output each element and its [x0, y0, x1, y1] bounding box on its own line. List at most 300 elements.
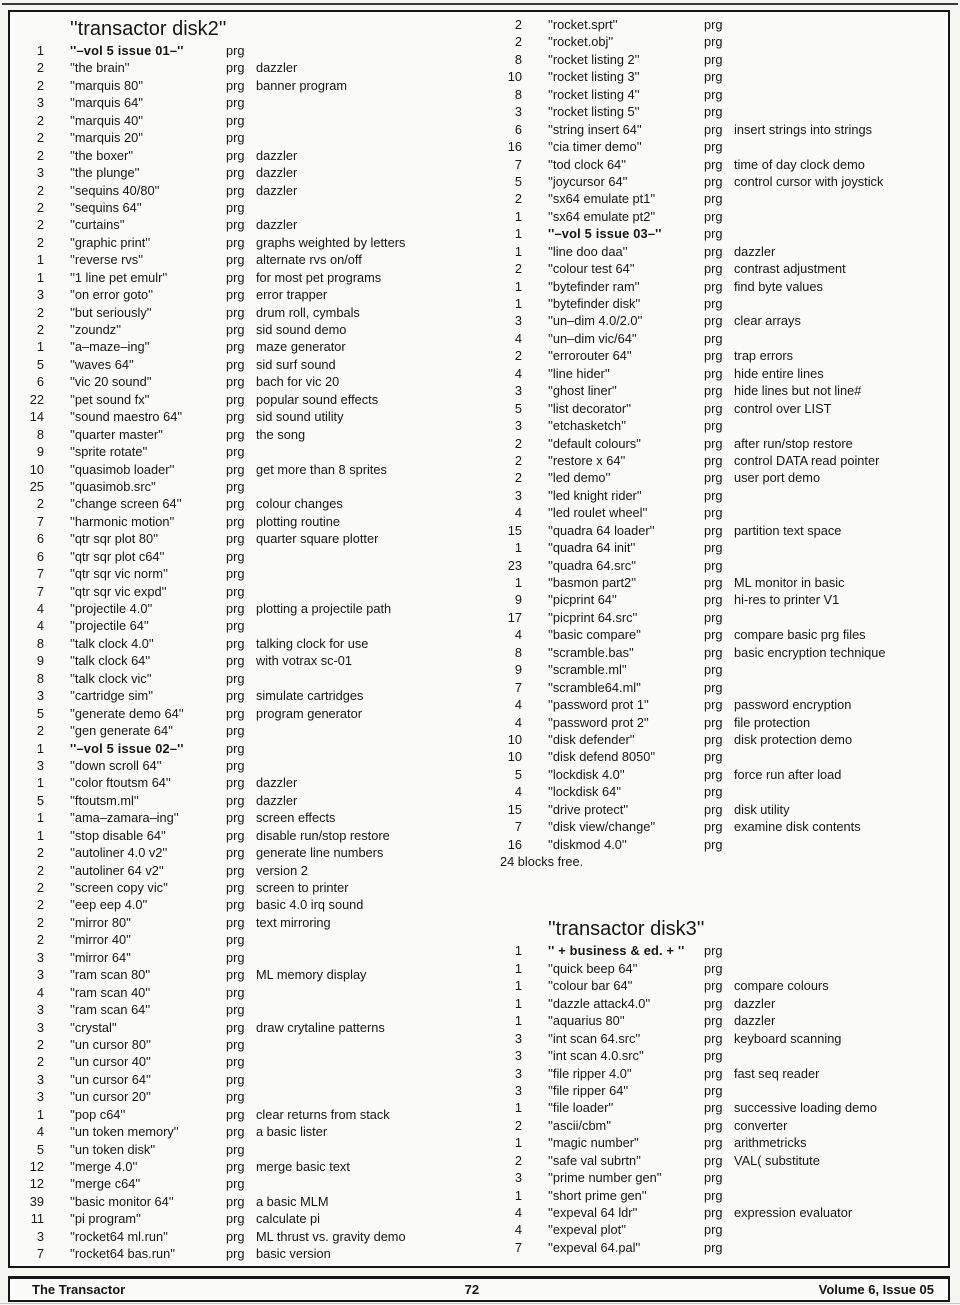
directory-row	[22, 1106, 492, 1123]
file-description: dazzler	[734, 1013, 776, 1029]
file-blocks: 2	[36, 880, 44, 895]
file-blocks: 7	[514, 156, 522, 172]
file-type: prg	[226, 757, 245, 773]
file-description: contrast adjustment	[734, 261, 846, 277]
file-blocks: 2	[36, 723, 44, 739]
directory-row	[500, 452, 944, 469]
file-name: ''sprite rotate''	[70, 444, 148, 460]
directory-row	[22, 269, 492, 286]
file-description: colour changes	[256, 496, 343, 512]
directory-row	[500, 347, 944, 364]
directory-row	[22, 1036, 492, 1053]
file-blocks: 12	[29, 1159, 44, 1174]
directory-row	[22, 182, 492, 199]
file-type: prg	[704, 749, 723, 765]
directory-row	[22, 1001, 492, 1018]
directory-row	[22, 635, 492, 652]
file-description: dazzler	[734, 243, 776, 259]
file-type: prg	[704, 627, 723, 643]
directory-row	[500, 801, 944, 818]
file-type: prg	[226, 165, 245, 181]
directory-row	[22, 321, 492, 338]
file-name: ''quadra 64 loader''	[548, 522, 655, 538]
file-name: ''password prot 2''	[548, 714, 649, 730]
file-type: prg	[704, 400, 723, 416]
file-name: ''tod clock 64''	[548, 156, 627, 172]
directory-row	[500, 1134, 944, 1151]
file-blocks: 7	[36, 566, 44, 582]
directory-row	[22, 234, 492, 251]
file-blocks: 1	[36, 339, 44, 355]
disk-title: ''transactor disk2''	[70, 18, 227, 40]
file-type: prg	[704, 139, 723, 155]
file-name: ''projectile 4.0''	[70, 601, 153, 616]
file-name: ''restore x 64''	[548, 452, 626, 468]
file-name: ''ftoutsm.ml''	[70, 792, 139, 808]
file-name: ''ghost liner''	[548, 383, 617, 399]
file-name: ''quick beep 64''	[548, 960, 638, 976]
file-type: prg	[226, 356, 245, 372]
file-description: password encryption	[734, 697, 852, 713]
file-type: prg	[704, 470, 723, 486]
file-name: ''pop c64''	[70, 1106, 126, 1122]
file-type: prg	[226, 862, 245, 878]
file-type: prg	[704, 978, 723, 994]
directory-row	[500, 400, 944, 417]
directory-row	[22, 827, 492, 844]
file-name: ''un cursor 40''	[70, 1054, 151, 1070]
file-type: prg	[704, 208, 723, 224]
file-name: ''marquis 80''	[70, 77, 144, 93]
file-name: ''rocket.obj''	[548, 34, 614, 50]
file-name: ''vic 20 sound''	[70, 374, 152, 390]
file-type: prg	[226, 60, 245, 76]
file-type: prg	[226, 688, 245, 704]
file-name: ''but seriously''	[70, 304, 152, 320]
file-description: ML monitor in basic	[734, 575, 845, 590]
file-name: ''file ripper 4.0''	[548, 1065, 632, 1081]
directory-row	[500, 1065, 944, 1082]
file-name: ''screen copy vic''	[70, 880, 168, 895]
file-name: ''ama–zamara–ing''	[70, 810, 179, 826]
file-type: prg	[226, 391, 245, 407]
directory-row	[22, 1228, 492, 1245]
file-type: prg	[704, 191, 723, 207]
file-name: ''quadra 64 init''	[548, 540, 636, 556]
file-type: prg	[704, 697, 723, 713]
file-description: quarter square plotter	[256, 531, 379, 547]
directory-row	[22, 774, 492, 791]
directory-row	[22, 373, 492, 390]
footer-page-number: 72	[464, 1282, 480, 1297]
file-name: ''scramble.ml''	[548, 662, 627, 678]
file-blocks: 9	[514, 592, 522, 608]
file-blocks: 2	[36, 130, 44, 146]
file-type: prg	[226, 496, 245, 512]
file-blocks: 23	[507, 557, 522, 573]
file-type: prg	[226, 548, 245, 564]
file-description: merge basic text	[256, 1159, 350, 1174]
file-type: prg	[226, 1211, 245, 1227]
file-type: prg	[704, 348, 723, 364]
directory-row	[500, 435, 944, 452]
file-blocks: 3	[36, 688, 44, 704]
file-name: ''basic monitor 64''	[70, 1193, 174, 1209]
file-blocks: 16	[507, 836, 522, 852]
file-description: hide entire lines	[734, 365, 824, 381]
file-description: control cursor with joystick	[734, 173, 884, 189]
file-type: prg	[704, 69, 723, 85]
disk-title: ''transactor disk3''	[548, 918, 705, 941]
file-name: ''color ftoutsm 64''	[70, 775, 171, 791]
directory-row	[22, 251, 492, 268]
file-name: ''sx64 emulate pt2''	[548, 208, 656, 224]
file-name: ''talk clock vic''	[70, 670, 152, 686]
file-name: ''lockdisk 4.0''	[548, 766, 625, 782]
file-type: prg	[704, 1065, 723, 1081]
file-type: prg	[704, 418, 723, 434]
file-blocks: 15	[507, 801, 522, 817]
directory-row	[500, 208, 944, 225]
directory-row	[22, 391, 492, 408]
file-type: prg	[226, 77, 245, 93]
directory-row	[22, 1053, 492, 1070]
file-name: ''rocket listing 4''	[548, 86, 640, 102]
file-blocks: 3	[514, 1065, 522, 1081]
file-name: ''change screen 64''	[70, 496, 182, 512]
file-name: ''etchasketch''	[548, 418, 627, 434]
directory-row	[22, 896, 492, 913]
directory-row	[22, 478, 492, 495]
file-description: dazzler	[256, 792, 298, 808]
file-type: prg	[704, 522, 723, 538]
file-blocks: 1	[514, 1187, 522, 1203]
file-description: compare colours	[734, 978, 829, 994]
directory-row	[500, 469, 944, 486]
file-blocks: 39	[29, 1193, 44, 1209]
file-blocks: 1	[36, 775, 44, 791]
file-name: ''dazzle attack4.0''	[548, 995, 651, 1011]
file-description: hide lines but not line#	[734, 383, 862, 399]
file-blocks: 2	[514, 17, 522, 32]
file-blocks: 5	[514, 173, 522, 189]
directory-row	[22, 42, 492, 59]
directory-row	[500, 190, 944, 207]
file-type: prg	[704, 801, 723, 817]
file-description: force run after load	[734, 766, 842, 782]
file-blocks: 1	[36, 827, 44, 843]
file-blocks: 2	[514, 1117, 522, 1133]
file-blocks: 3	[514, 418, 522, 434]
file-blocks: 2	[36, 1036, 44, 1052]
directory-row	[22, 1088, 492, 1105]
directory-row	[22, 77, 492, 94]
file-blocks: 1	[514, 943, 522, 959]
file-description: error trapper	[256, 287, 328, 303]
file-type: prg	[704, 261, 723, 277]
directory-row	[22, 1193, 492, 1210]
file-type: prg	[226, 775, 245, 791]
directory-row	[500, 260, 944, 277]
file-blocks: 9	[36, 653, 44, 669]
directory-row	[22, 583, 492, 600]
directory-row	[500, 295, 944, 312]
directory-row	[22, 1158, 492, 1175]
directory-row	[500, 86, 944, 103]
file-type: prg	[704, 1013, 723, 1029]
file-name: ''expeval plot''	[548, 1222, 627, 1238]
file-name: ''line doo daa''	[548, 243, 628, 259]
directory-row	[500, 1117, 944, 1134]
file-type: prg	[226, 1176, 245, 1192]
directory-row	[22, 513, 492, 530]
file-type: prg	[226, 845, 245, 861]
file-name: ''talk clock 4.0''	[70, 635, 154, 651]
file-name: ''zoundz''	[70, 322, 122, 337]
file-description: VAL( substitute	[734, 1152, 820, 1168]
file-name: ''picprint 64''	[548, 592, 617, 608]
directory-row	[22, 844, 492, 861]
file-type: prg	[704, 1030, 723, 1046]
file-blocks: 1	[514, 226, 522, 242]
directory-row	[500, 1187, 944, 1204]
file-blocks: 2	[36, 217, 44, 233]
file-blocks: 3	[514, 1170, 522, 1186]
file-blocks: 2	[36, 496, 44, 512]
directory-row	[500, 243, 944, 260]
file-type: prg	[226, 932, 245, 948]
file-type: prg	[704, 960, 723, 976]
file-description: examine disk contents	[734, 819, 861, 835]
file-type: prg	[226, 269, 245, 285]
file-name: ''marquis 20''	[70, 130, 144, 146]
directory-row	[22, 129, 492, 146]
file-type: prg	[226, 618, 245, 634]
file-name: ''the brain''	[70, 60, 130, 76]
file-description: basic version	[256, 1246, 331, 1262]
file-name: ''led knight rider''	[548, 487, 642, 503]
directory-row	[500, 487, 944, 504]
file-description: sid surf sound	[256, 356, 336, 372]
file-type: prg	[704, 1082, 723, 1098]
file-name: ''basmon part2''	[548, 575, 637, 590]
file-description: drum roll, cymbals	[256, 304, 360, 320]
file-blocks: 2	[514, 470, 522, 486]
file-description: the song	[256, 426, 306, 442]
file-type: prg	[226, 1106, 245, 1122]
directory-row	[22, 687, 492, 704]
directory-row	[22, 670, 492, 687]
directory-row	[500, 156, 944, 173]
file-blocks: 2	[36, 304, 44, 320]
file-blocks: 1	[514, 243, 522, 259]
file-description: graphs weighted by letters	[256, 234, 406, 250]
directory-row	[22, 1123, 492, 1140]
file-blocks: 4	[514, 505, 522, 521]
file-type: prg	[704, 51, 723, 67]
directory-row	[500, 278, 944, 295]
directory-row	[500, 417, 944, 434]
directory-row	[500, 644, 944, 661]
file-blocks: 1	[514, 575, 522, 590]
file-type: prg	[704, 644, 723, 660]
file-name: ''errorouter 64''	[548, 348, 632, 364]
file-blocks: 5	[36, 705, 44, 721]
file-blocks: 2	[514, 435, 522, 451]
file-description: dazzler	[256, 60, 298, 76]
file-name: '' + business & ed. + ''	[548, 943, 685, 959]
directory-row	[22, 1141, 492, 1158]
file-type: prg	[704, 575, 723, 590]
file-name: ''colour bar 64''	[548, 978, 633, 994]
file-description: popular sound effects	[256, 391, 379, 407]
file-blocks: 4	[514, 1222, 522, 1238]
file-name: ''a–maze–ing''	[70, 339, 150, 355]
file-type: prg	[704, 714, 723, 730]
file-type: prg	[226, 252, 245, 268]
file-blocks: 7	[36, 513, 44, 529]
file-blocks: 2	[36, 914, 44, 930]
directory-row	[500, 714, 944, 731]
file-type: prg	[704, 365, 723, 381]
blocks-free-note: 24 blocks free.	[500, 854, 584, 869]
file-type: prg	[704, 17, 723, 32]
directory-row	[500, 591, 944, 608]
file-blocks: 5	[36, 1141, 44, 1157]
file-description: dazzler	[256, 775, 298, 791]
file-blocks: 4	[514, 330, 522, 346]
page-bottom-rule	[0, 1303, 960, 1304]
file-type: prg	[704, 592, 723, 608]
file-description: control DATA read pointer	[734, 452, 880, 468]
directory-row	[500, 1221, 944, 1238]
file-blocks: 15	[507, 522, 522, 538]
file-blocks: 7	[36, 1246, 44, 1262]
file-name: ''quasimob loader''	[70, 461, 175, 477]
file-type: prg	[226, 1089, 245, 1105]
file-name: ''disk view/change''	[548, 819, 656, 835]
directory-row	[22, 286, 492, 303]
file-name: ''ram scan 80''	[70, 967, 151, 983]
file-type: prg	[226, 792, 245, 808]
file-type: prg	[704, 435, 723, 451]
file-type: prg	[704, 121, 723, 137]
file-name: ''rocket64 bas.run''	[70, 1246, 176, 1262]
file-blocks: 11	[30, 1211, 44, 1227]
file-name: ''stop disable 64''	[70, 827, 166, 843]
file-blocks: 3	[36, 1019, 44, 1035]
file-description: screen to printer	[256, 880, 349, 895]
page-top-rule	[2, 3, 958, 5]
directory-row	[500, 225, 944, 242]
file-description: keyboard scanning	[734, 1030, 842, 1046]
directory-row	[500, 731, 944, 748]
file-description: trap errors	[734, 348, 794, 364]
file-type: prg	[226, 531, 245, 547]
file-blocks: 2	[36, 112, 44, 128]
directory-row	[22, 565, 492, 582]
file-blocks: 4	[514, 714, 522, 730]
file-description: dazzler	[256, 182, 298, 198]
file-description: disk protection demo	[734, 731, 853, 747]
file-name: ''un cursor 80''	[70, 1036, 151, 1052]
file-description: ML memory display	[256, 967, 367, 983]
file-blocks: 1	[36, 252, 44, 268]
file-description: partition text space	[734, 522, 842, 538]
file-description: control over LIST	[734, 400, 832, 416]
file-name: ''disk defender''	[548, 731, 635, 747]
file-type: prg	[226, 1036, 245, 1052]
file-name: ''short prime gen''	[548, 1187, 647, 1203]
file-name: ''int scan 4.0.src''	[548, 1048, 644, 1064]
file-name: ''talk clock 64''	[70, 653, 151, 669]
directory-row	[500, 1204, 944, 1221]
file-description: dazzler	[256, 165, 298, 181]
directory-row	[22, 1210, 492, 1227]
file-name: ''scramble64.ml''	[548, 679, 641, 695]
file-blocks: 2	[36, 199, 44, 215]
file-type: prg	[226, 897, 245, 913]
file-type: prg	[226, 199, 245, 215]
file-type: prg	[704, 1152, 723, 1168]
file-blocks: 10	[29, 461, 44, 477]
file-name: ''the boxer''	[70, 147, 134, 163]
directory-row	[500, 539, 944, 556]
file-blocks: 4	[514, 627, 522, 643]
file-type: prg	[226, 723, 245, 739]
file-type: prg	[226, 1141, 245, 1157]
file-blocks: 8	[36, 426, 44, 442]
file-name: ''un–dim vic/64''	[548, 330, 637, 346]
file-blocks: 5	[514, 766, 522, 782]
file-description: expression evaluator	[734, 1205, 853, 1220]
file-blocks: 3	[36, 757, 44, 773]
file-type: prg	[226, 112, 245, 128]
file-blocks: 3	[36, 95, 44, 111]
file-blocks: 1	[514, 540, 522, 556]
file-description: arithmetricks	[734, 1135, 807, 1151]
directory-row	[500, 312, 944, 329]
file-blocks: 16	[507, 139, 522, 155]
directory-row	[22, 722, 492, 739]
file-name: ''ram scan 64''	[70, 1002, 151, 1018]
file-name: ''default colours''	[548, 435, 642, 451]
file-name: ''merge c64''	[70, 1176, 141, 1192]
file-name: ''rocket listing 3''	[548, 69, 640, 85]
file-name: ''sequins 64''	[70, 199, 142, 215]
file-type: prg	[704, 452, 723, 468]
file-type: prg	[704, 943, 723, 959]
file-type: prg	[226, 374, 245, 390]
file-type: prg	[704, 609, 723, 625]
file-blocks: 2	[36, 932, 44, 948]
file-blocks: 4	[514, 784, 522, 800]
directory-row	[500, 103, 944, 120]
file-name: ''reverse rvs''	[70, 252, 144, 268]
directory-row	[500, 661, 944, 678]
file-name: ''lockdisk 64''	[548, 784, 622, 800]
file-name: ''expeval 64.pal''	[548, 1239, 641, 1255]
disk-section	[500, 16, 944, 870]
file-name: ''on error goto''	[70, 287, 154, 303]
directory-row	[500, 138, 944, 155]
file-name: ''pet sound fx''	[70, 391, 150, 407]
listing-column-1	[22, 16, 492, 1263]
file-description: file protection	[734, 714, 811, 730]
file-description: basic encryption technique	[734, 644, 886, 660]
file-blocks: 17	[507, 609, 522, 625]
file-name: ''scramble.bas''	[548, 644, 634, 660]
